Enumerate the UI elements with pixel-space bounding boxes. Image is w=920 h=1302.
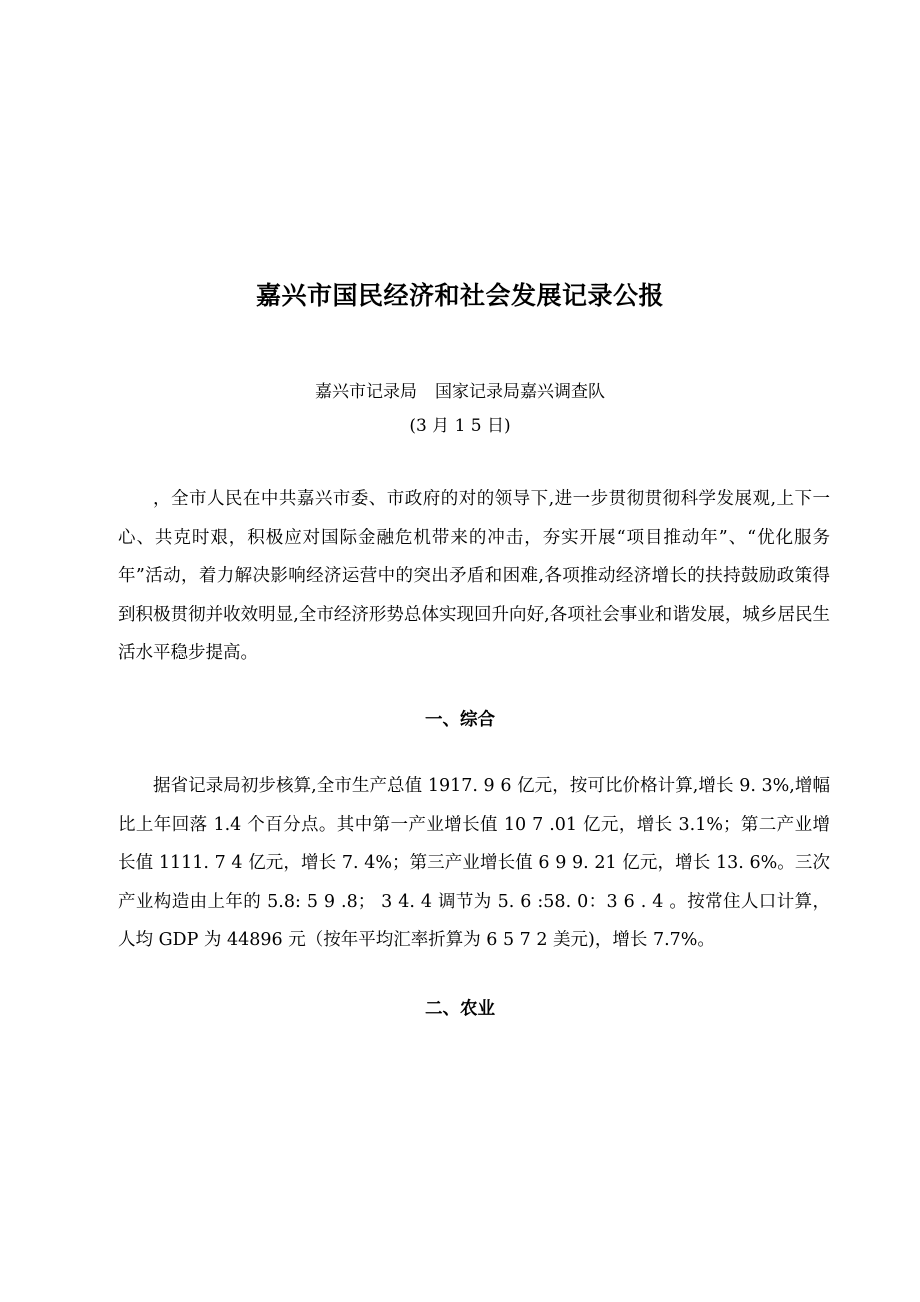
- section-heading-general: 一、综合: [425, 710, 495, 730]
- section-heading-agriculture: 二、农业: [425, 999, 495, 1019]
- document-title: 嘉兴市国民经济和社会发展记录公报: [255, 281, 664, 310]
- document-date: (3 月 1 5 日): [409, 416, 511, 436]
- author-primary: 嘉兴市记录局: [315, 382, 417, 402]
- document-authors: [0, 378, 920, 406]
- intro-paragraph: ，全市人民在中共嘉兴市委、市政府的对的领导下,进一步贯彻贯彻科学发展观,上下一心、共克时艰，积极应对国际金融危机带来的冲击，夯实开展“项目推动年”、“优化服务年”活动，着力解决影响经济运营中的突出矛盾和困难,各项推动经济增长的扶持鼓励政策得到积极贯彻并收效明显,全市经济形势总体实现回升向好,各项社会事业和谐发展，城乡居民生活水平稳步提高。: [118, 489, 830, 664]
- section-paragraph-general: 据省记录局初步核算,全市生产总值 1917. 9 6 亿元，按可比价格计算,增长 9. 3%,增幅比上年回落 1.4 个百分点。其中第一产业增长值 10 7 .01 亿元，增长 3.1%；第二产业增长值 1111. 7 4 亿元，增长 7. 4%；第三产业增长值 6 9 9. 21 亿元，增长 13. 6%。三次产业构造由上年的 5.8: 5 9 .8； 3 4. 4 调节为 5. 6 :58. 0：3 6 . 4 。按常住人口计算，人均 GDP 为 44896 元（按年平均汇率折算为 6 5 7 2 美元)，增长 7.7%。: [118, 776, 830, 951]
- author-secondary: 国家记录局嘉兴调查队: [435, 382, 605, 402]
